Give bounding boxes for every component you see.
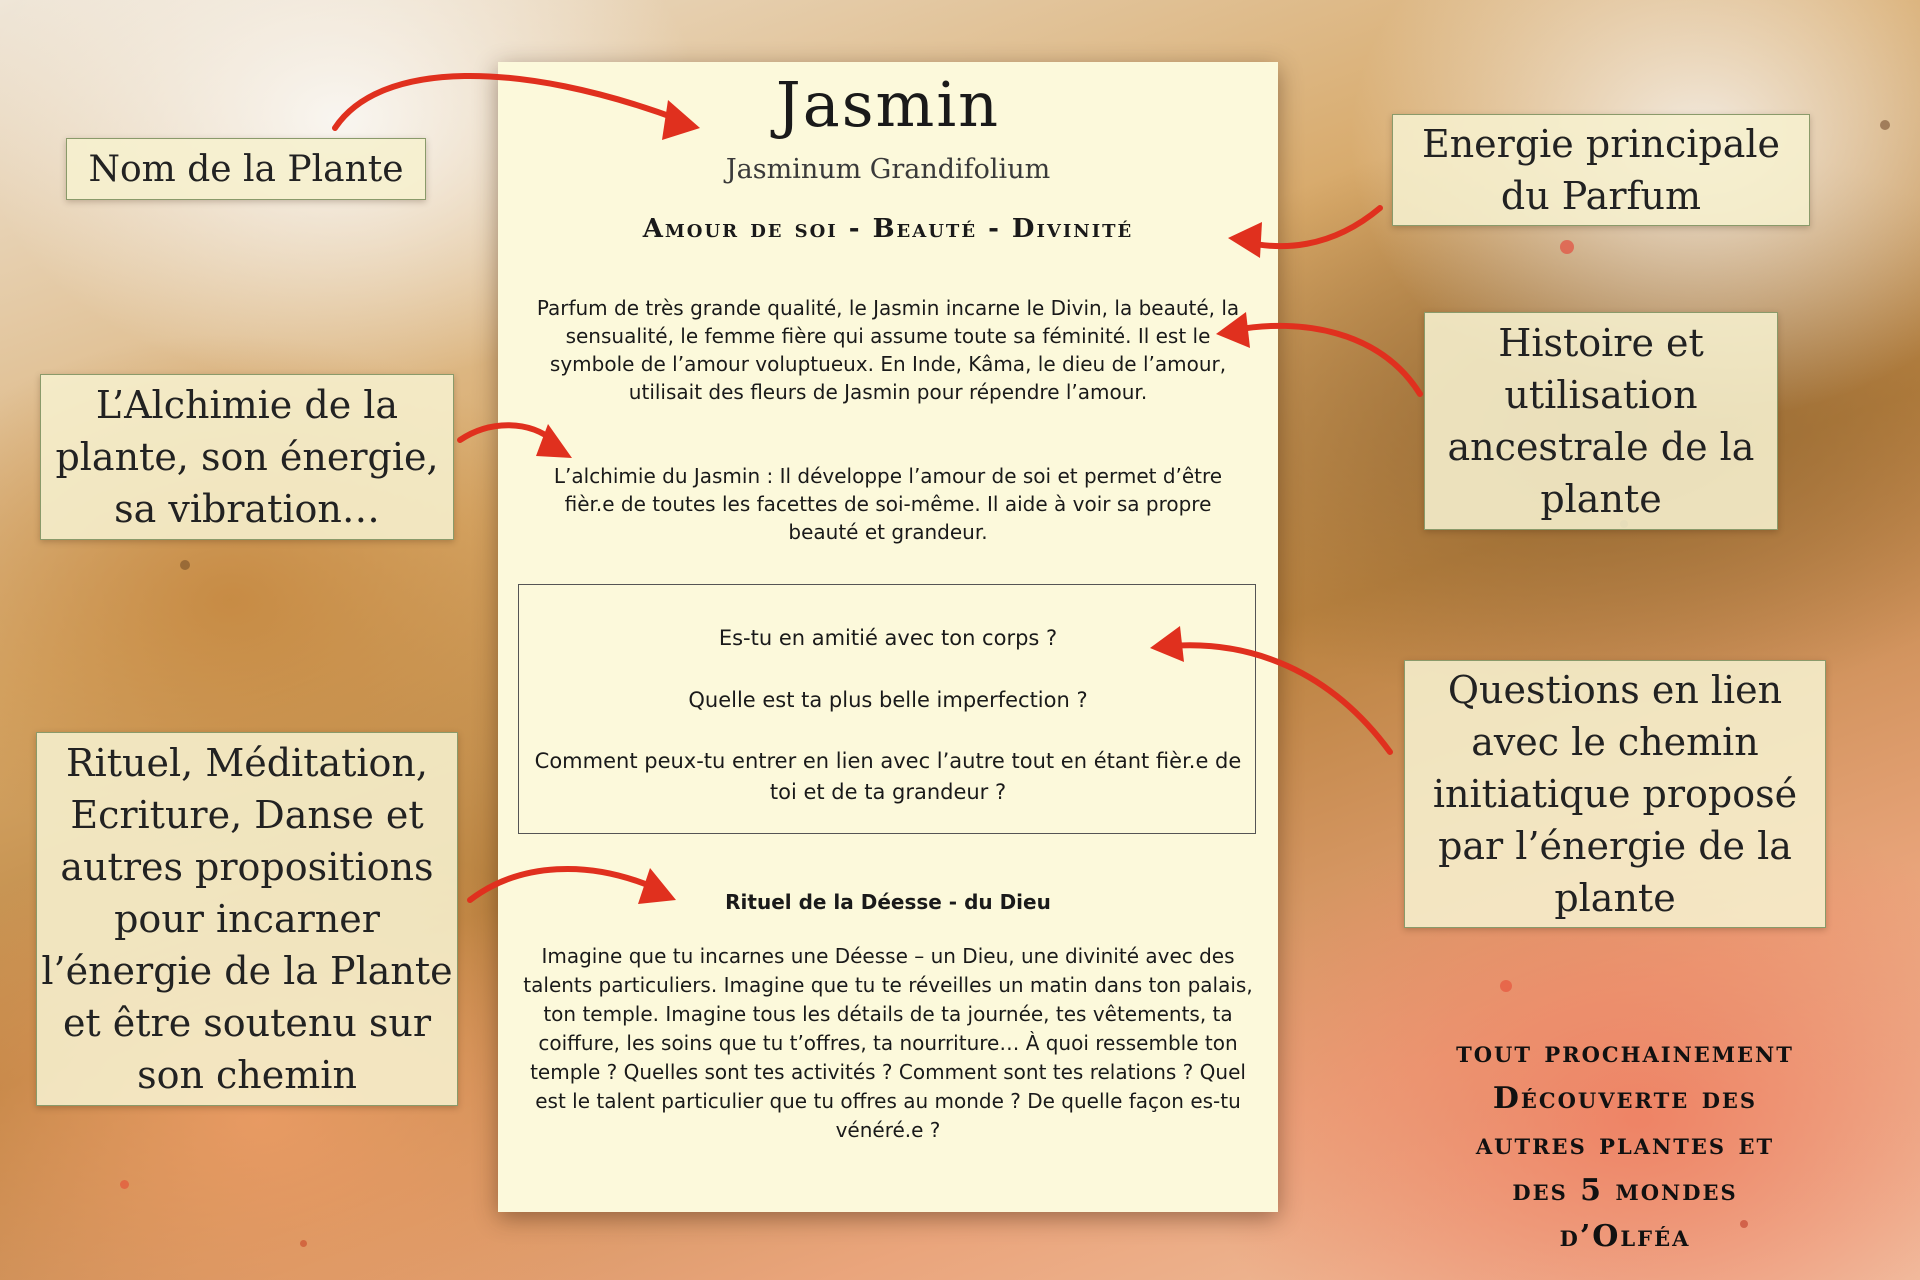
arrow-icon [335,76,680,128]
label-line: du Parfum [1500,174,1702,218]
announcement-line: d’Olféa [1559,1219,1691,1254]
label-line: L’Alchimie de la [95,383,399,427]
arrowhead-icon [536,424,572,458]
label-line: Histoire et [1498,321,1704,365]
label-line: utilisation [1504,373,1698,417]
label-line: plante [1554,876,1676,920]
arrow-icon [1245,208,1380,246]
label-line: son chemin [137,1053,357,1097]
plant-energy: Amour de soi - Beauté - Divinité [642,214,1134,244]
label-line: plante, son énergie, [55,435,439,479]
arrowhead-icon [1150,626,1184,662]
label-line: Rituel, Méditation, [66,741,428,785]
label-line: autres propositions [60,845,434,889]
label-line: plante [1540,477,1662,521]
ritual-title: Rituel de la Déesse - du Dieu [725,890,1051,914]
label-line: pour incarner [114,897,380,941]
label-line: initiatique proposé [1432,772,1798,816]
label-line: par l’énergie de la [1438,824,1792,868]
label-line: ancestrale de la [1447,425,1755,469]
alchemy-paragraph: L’alchimie du Jasmin : Il développe l’amour de soi et permet d’être fièr.e de toutes les facettes de soi-même. Il aide à voir sa propre beauté et grandeur. [553,464,1223,544]
arrow-icon [460,425,555,442]
label-line: et être soutenu sur [62,1001,432,1045]
announcement-line: des 5 mondes [1512,1173,1738,1208]
announcement-line: autres plantes et [1475,1127,1775,1162]
arrowhead-icon [662,100,700,140]
ritual-text: Imagine que tu incarnes une Déesse – un Dieu, une divinité avec des talents particuliers. Imagine que tu te réveilles un matin dans ton palais, ton temple. Imagine tous les détails de ta journée, tes vêtements, ta coiffure, les soins que tu t’offres, ta nourriture… À quoi ressemble ton temple ? Quelles sont tes activités ? Comment sont tes relations ? Quel est le talent particulier que tu offres au monde ? De quelle façon es-tu vénéré.e ? [523,944,1253,1142]
announcement-line: tout prochainement [1456,1035,1794,1070]
label-line: sa vibration… [114,487,380,531]
label-line: Nom de la Plante [88,148,404,190]
announcement-line: Découverte des [1492,1081,1758,1116]
arrow-icon [1170,645,1390,752]
arrowhead-icon [1216,312,1250,348]
arrow-icon [1235,326,1420,394]
arrowhead-icon [1228,222,1262,258]
label-line: avec le chemin [1471,720,1759,764]
question-item: Es-tu en amitié avec ton corps ? [718,626,1058,650]
plant-latin-name: Jasminum Grandifolium [725,154,1051,185]
question-item: Comment peux-tu entrer en lien avec l’autre tout en étant fièr.e de toi et de ta grandeur ? [534,749,1242,804]
history-paragraph: Parfum de très grande qualité, le Jasmin incarne le Divin, la beauté, la sensualité, le femme fière qui assume toute sa féminité. Il est le symbole de l’amour voluptueux. En Inde, Kâma, le dieu de l’amour, utilisait des fleurs de Jasmin pour répendre l’amour. [536,296,1240,404]
plant-title: Jasmin [775,68,1001,141]
label-line: Questions en lien [1447,668,1783,712]
label-line: Energie principale [1421,122,1781,166]
question-item: Quelle est ta plus belle imperfection ? [688,688,1088,712]
arrow-icon [470,869,655,900]
label-line: Ecriture, Danse et [70,793,424,837]
label-line: l’énergie de la Plante [41,949,453,993]
